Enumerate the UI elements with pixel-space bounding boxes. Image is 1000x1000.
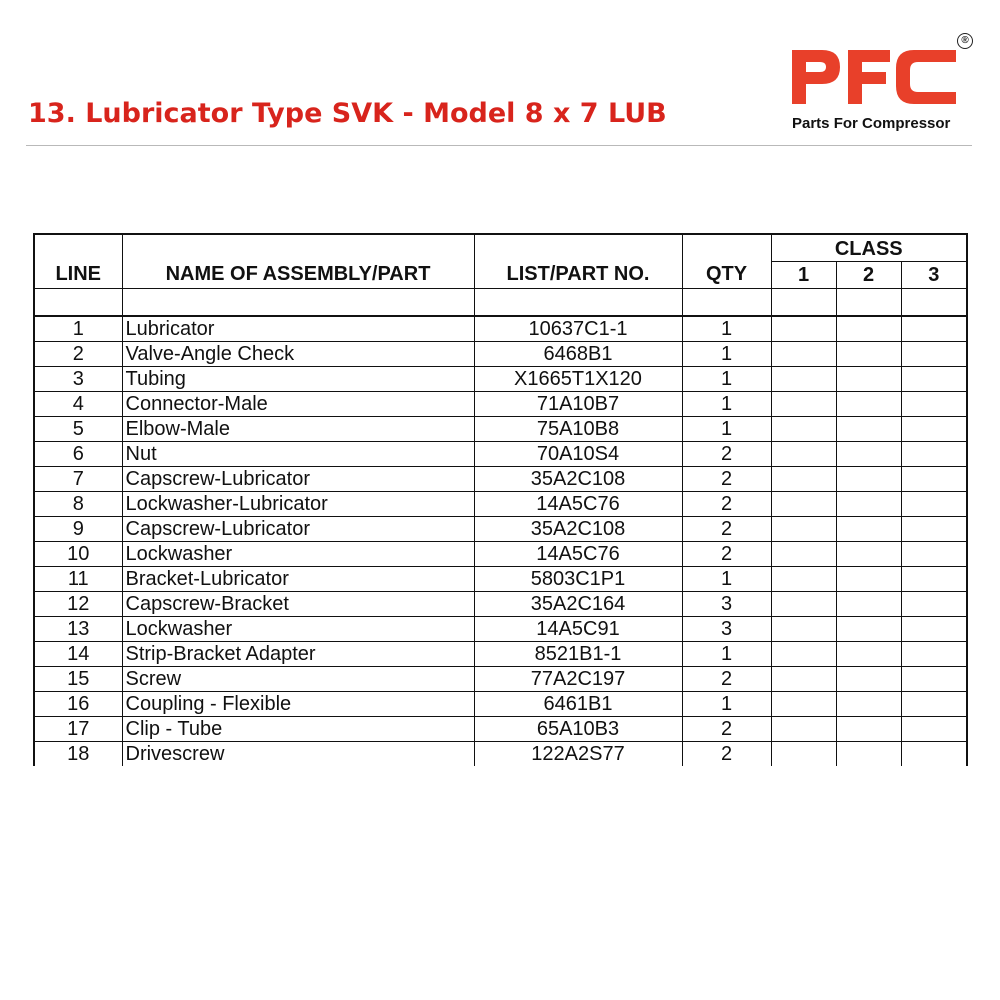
class-1-cell <box>771 517 836 542</box>
class-3-cell <box>901 542 967 567</box>
line-cell: 1 <box>34 316 122 342</box>
class-2-cell <box>836 316 901 342</box>
table-row <box>34 542 967 567</box>
part-number-cell: 35A2C108 <box>474 467 682 492</box>
class-3-cell <box>901 517 967 542</box>
column-header-name: NAME OF ASSEMBLY/PART <box>122 262 474 289</box>
class-1-cell <box>771 717 836 742</box>
line-cell: 15 <box>34 667 122 692</box>
column-header-part-no: LIST/PART NO. <box>474 262 682 289</box>
header-blank-cell <box>771 289 836 317</box>
class-1-cell <box>771 617 836 642</box>
part-number-cell: 6461B1 <box>474 692 682 717</box>
table-row <box>34 742 967 767</box>
class-3-cell <box>901 617 967 642</box>
part-name-cell: Elbow-Male <box>122 417 474 442</box>
class-3-cell <box>901 567 967 592</box>
column-header-class-3: 3 <box>901 262 967 289</box>
class-3-cell <box>901 442 967 467</box>
qty-cell: 3 <box>682 617 771 642</box>
table-row <box>34 367 967 392</box>
part-name-cell: Connector-Male <box>122 392 474 417</box>
line-cell: 4 <box>34 392 122 417</box>
table-row <box>34 617 967 642</box>
qty-cell: 2 <box>682 542 771 567</box>
class-2-cell <box>836 567 901 592</box>
table-row <box>34 642 967 667</box>
class-2-cell <box>836 492 901 517</box>
qty-cell: 1 <box>682 417 771 442</box>
qty-cell: 1 <box>682 692 771 717</box>
part-name-cell: Capscrew-Lubricator <box>122 467 474 492</box>
line-cell: 6 <box>34 442 122 467</box>
part-number-cell: X1665T1X120 <box>474 367 682 392</box>
header-blank-cell <box>901 289 967 317</box>
class-3-cell <box>901 367 967 392</box>
header-spacer <box>122 234 474 262</box>
line-cell: 14 <box>34 642 122 667</box>
class-3-cell <box>901 592 967 617</box>
page-title: 13. Lubricator Type SVK - Model 8 x 7 LUB <box>28 98 667 129</box>
part-name-cell: Bracket-Lubricator <box>122 567 474 592</box>
qty-cell: 2 <box>682 667 771 692</box>
header-spacer <box>474 234 682 262</box>
line-cell: 8 <box>34 492 122 517</box>
part-number-cell: 35A2C164 <box>474 592 682 617</box>
table-row <box>34 316 967 342</box>
part-number-cell: 35A2C108 <box>474 517 682 542</box>
table-row <box>34 392 967 417</box>
class-1-cell <box>771 692 836 717</box>
part-name-cell: Strip-Bracket Adapter <box>122 642 474 667</box>
class-1-cell <box>771 642 836 667</box>
header-blank-cell <box>836 289 901 317</box>
table-row <box>34 692 967 717</box>
qty-cell: 1 <box>682 392 771 417</box>
part-name-cell: Lockwasher-Lubricator <box>122 492 474 517</box>
qty-cell: 2 <box>682 492 771 517</box>
class-3-cell <box>901 742 967 767</box>
class-2-cell <box>836 692 901 717</box>
part-name-cell: Screw <box>122 667 474 692</box>
header-divider <box>26 145 972 146</box>
column-header-class-1: 1 <box>771 262 836 289</box>
class-2-cell <box>836 592 901 617</box>
part-number-cell: 14A5C76 <box>474 542 682 567</box>
class-3-cell <box>901 667 967 692</box>
class-2-cell <box>836 417 901 442</box>
part-name-cell: Clip - Tube <box>122 717 474 742</box>
part-number-cell: 10637C1-1 <box>474 316 682 342</box>
class-2-cell <box>836 517 901 542</box>
header-spacer <box>34 234 122 262</box>
line-cell: 10 <box>34 542 122 567</box>
table-row <box>34 567 967 592</box>
header-blank-cell <box>34 289 122 317</box>
class-2-cell <box>836 642 901 667</box>
qty-cell: 2 <box>682 442 771 467</box>
part-number-cell: 65A10B3 <box>474 717 682 742</box>
part-name-cell: Nut <box>122 442 474 467</box>
class-3-cell <box>901 717 967 742</box>
qty-cell: 2 <box>682 717 771 742</box>
table-row <box>34 517 967 542</box>
column-header-qty: QTY <box>682 262 771 289</box>
part-name-cell: Capscrew-Lubricator <box>122 517 474 542</box>
class-2-cell <box>836 617 901 642</box>
part-number-cell: 70A10S4 <box>474 442 682 467</box>
class-2-cell <box>836 392 901 417</box>
line-cell: 5 <box>34 417 122 442</box>
class-3-cell <box>901 642 967 667</box>
class-3-cell <box>901 417 967 442</box>
class-3-cell <box>901 316 967 342</box>
qty-cell: 2 <box>682 467 771 492</box>
class-1-cell <box>771 342 836 367</box>
table-row <box>34 467 967 492</box>
header-spacer <box>682 234 771 262</box>
parts-table <box>33 233 968 766</box>
part-number-cell: 8521B1-1 <box>474 642 682 667</box>
part-number-cell: 6468B1 <box>474 342 682 367</box>
line-cell: 2 <box>34 342 122 367</box>
class-1-cell <box>771 667 836 692</box>
pfc-logo-icon <box>790 46 958 106</box>
part-name-cell: Drivescrew <box>122 742 474 767</box>
part-name-cell: Lubricator <box>122 316 474 342</box>
qty-cell: 1 <box>682 567 771 592</box>
part-name-cell: Capscrew-Bracket <box>122 592 474 617</box>
qty-cell: 1 <box>682 642 771 667</box>
class-3-cell <box>901 342 967 367</box>
table-row <box>34 442 967 467</box>
part-number-cell: 14A5C91 <box>474 617 682 642</box>
class-2-cell <box>836 667 901 692</box>
class-1-cell <box>771 492 836 517</box>
class-1-cell <box>771 392 836 417</box>
column-header-line: LINE <box>34 262 122 289</box>
qty-cell: 2 <box>682 517 771 542</box>
part-name-cell: Tubing <box>122 367 474 392</box>
part-name-cell: Lockwasher <box>122 617 474 642</box>
part-number-cell: 75A10B8 <box>474 417 682 442</box>
table-row <box>34 592 967 617</box>
line-cell: 9 <box>34 517 122 542</box>
table-row <box>34 417 967 442</box>
header-blank-cell <box>474 289 682 317</box>
part-number-cell: 71A10B7 <box>474 392 682 417</box>
class-2-cell <box>836 467 901 492</box>
line-cell: 17 <box>34 717 122 742</box>
qty-cell: 1 <box>682 367 771 392</box>
class-1-cell <box>771 316 836 342</box>
class-2-cell <box>836 367 901 392</box>
line-cell: 12 <box>34 592 122 617</box>
class-1-cell <box>771 367 836 392</box>
qty-cell: 1 <box>682 316 771 342</box>
class-1-cell <box>771 442 836 467</box>
class-2-cell <box>836 542 901 567</box>
class-3-cell <box>901 467 967 492</box>
class-1-cell <box>771 567 836 592</box>
qty-cell: 2 <box>682 742 771 767</box>
class-1-cell <box>771 542 836 567</box>
class-2-cell <box>836 717 901 742</box>
class-3-cell <box>901 692 967 717</box>
line-cell: 11 <box>34 567 122 592</box>
class-1-cell <box>771 742 836 767</box>
column-header-class: CLASS <box>771 234 967 262</box>
part-number-cell: 14A5C76 <box>474 492 682 517</box>
class-3-cell <box>901 492 967 517</box>
class-2-cell <box>836 442 901 467</box>
parts-table-body <box>34 316 967 766</box>
class-3-cell <box>901 392 967 417</box>
line-cell: 3 <box>34 367 122 392</box>
table-row <box>34 342 967 367</box>
line-cell: 16 <box>34 692 122 717</box>
table-row <box>34 667 967 692</box>
part-name-cell: Coupling - Flexible <box>122 692 474 717</box>
line-cell: 18 <box>34 742 122 767</box>
class-1-cell <box>771 417 836 442</box>
registered-mark-icon: ® <box>957 33 973 49</box>
table-row <box>34 492 967 517</box>
column-header-class-2: 2 <box>836 262 901 289</box>
part-name-cell: Lockwasher <box>122 542 474 567</box>
qty-cell: 3 <box>682 592 771 617</box>
part-number-cell: 122A2S77 <box>474 742 682 767</box>
header-blank-cell <box>122 289 474 317</box>
line-cell: 13 <box>34 617 122 642</box>
header-blank-cell <box>682 289 771 317</box>
table-row <box>34 717 967 742</box>
line-cell: 7 <box>34 467 122 492</box>
class-1-cell <box>771 592 836 617</box>
class-2-cell <box>836 742 901 767</box>
class-2-cell <box>836 342 901 367</box>
part-number-cell: 5803C1P1 <box>474 567 682 592</box>
class-1-cell <box>771 467 836 492</box>
part-number-cell: 77A2C197 <box>474 667 682 692</box>
logo-tagline: Parts For Compressor <box>792 115 951 132</box>
part-name-cell: Valve-Angle Check <box>122 342 474 367</box>
qty-cell: 1 <box>682 342 771 367</box>
